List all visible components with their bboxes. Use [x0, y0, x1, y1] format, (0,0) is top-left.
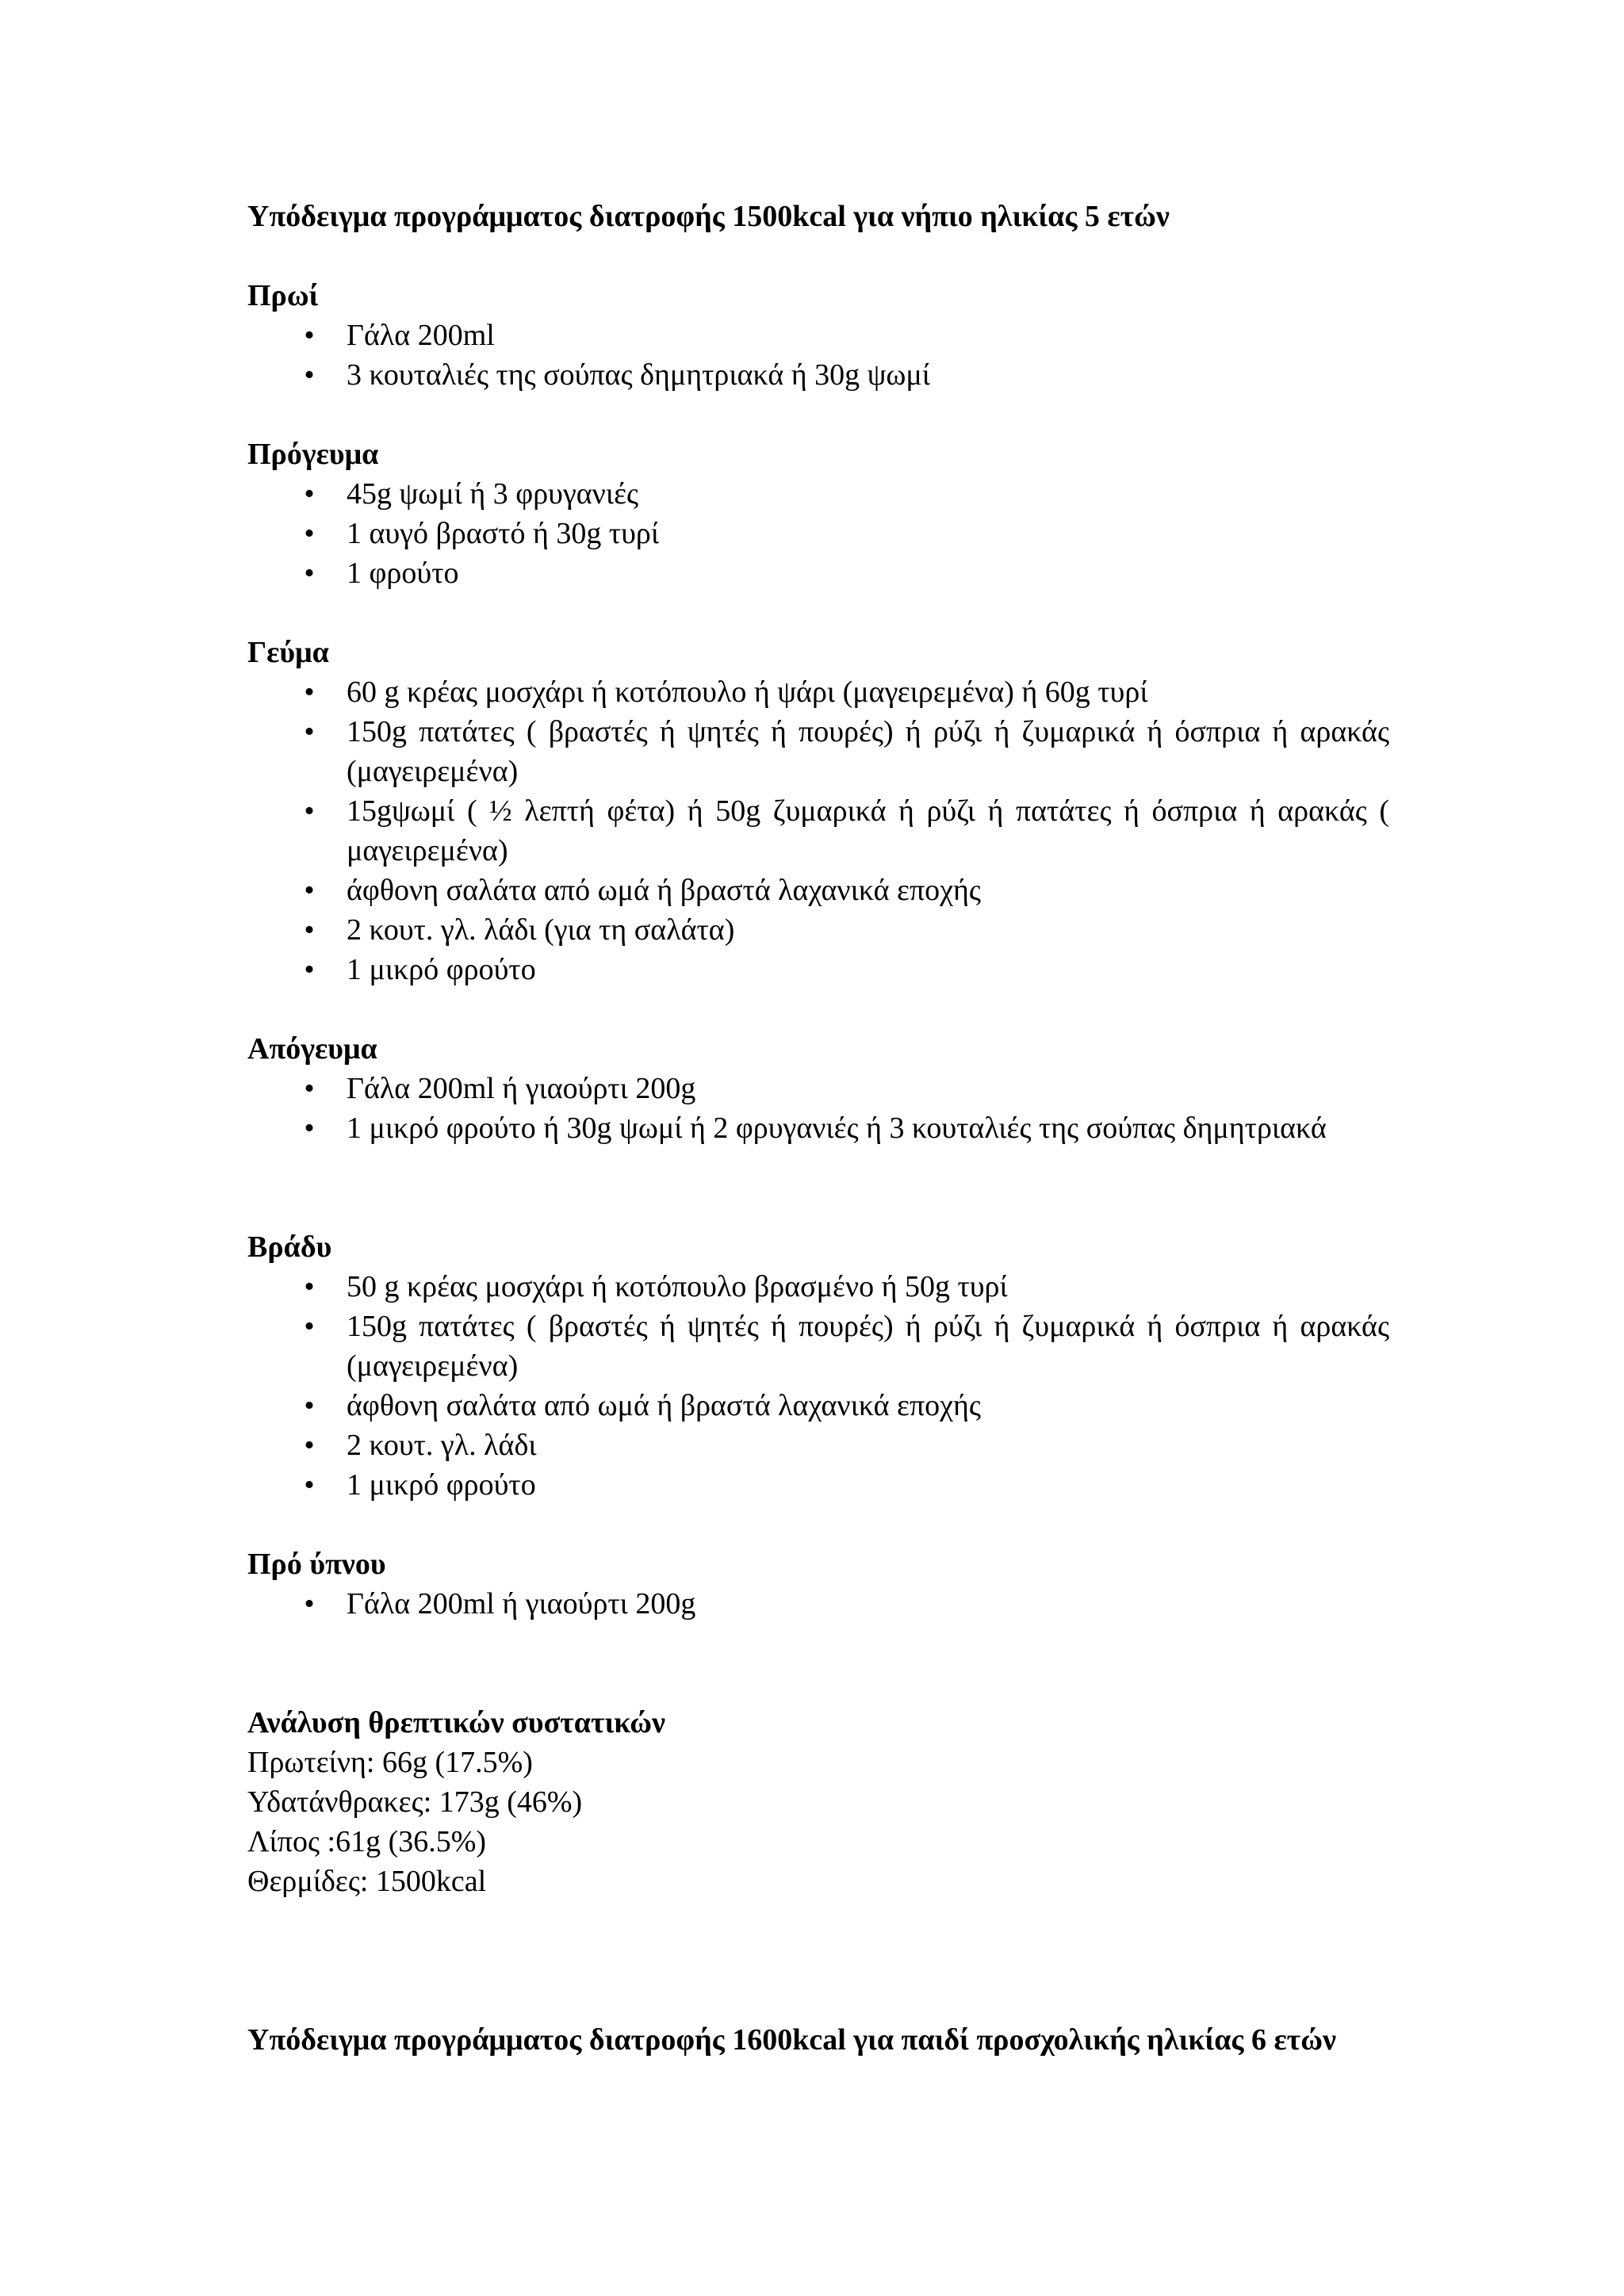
list-item: • άφθονη σαλάτα από ωμά ή βραστά λαχανικά εποχής [247, 871, 1389, 910]
list-item: • 3 κουταλιές της σούπας δημητριακά ή 30g ψωμί [247, 355, 1389, 395]
list-item: • 60 g κρέας μοσχάρι ή κοτόπουλο ή ψάρι (μαγειρεμένα) ή 60g τυρί [247, 672, 1389, 712]
bullet-icon: • [304, 953, 315, 986]
list-item: • 150g πατάτες ( βραστές ή ψητές ή πουρές) ή ρύζι ή ζυμαρικά ή όσπρια ή αρακάς (μαγειρεμένα) [247, 1307, 1389, 1386]
bullet-icon: • [304, 319, 315, 352]
dinner-list [247, 1267, 1389, 1505]
list-item: • 50 g κρέας μοσχάρι ή κοτόπουλο βρασμένο ή 50g τυρί [247, 1267, 1389, 1307]
bullet-icon: • [304, 517, 315, 550]
bullet-icon: • [304, 1310, 315, 1343]
section-heading-snack: Πρόγευμα [247, 438, 379, 471]
bullet-icon: • [304, 557, 315, 590]
bullet-icon: • [304, 358, 315, 392]
bullet-icon: • [304, 874, 315, 907]
bullet-icon: • [304, 1429, 315, 1462]
bullet-icon: • [304, 1270, 315, 1303]
nutrient-protein: Πρωτείνη: 66g (17.5%) [247, 1746, 533, 1779]
list-item: • 2 κουτ. γλ. λάδι [247, 1425, 1389, 1465]
list-item: • 15gψωμί ( ½ λεπτή φέτα) ή 50g ζυμαρικά ή ρύζι ή πατάτες ή όσπρια ή αρακάς ( μαγειρεμένα) [247, 791, 1389, 871]
bullet-icon: • [304, 794, 315, 828]
nutrients-heading: Ανάλυση θρεπτικών συστατικών [247, 1706, 666, 1739]
section-heading-lunch: Γεύμα [247, 636, 329, 669]
list-item: • Γάλα 200ml [247, 316, 1389, 355]
section-heading-morning: Πρωί [247, 279, 319, 312]
morning-list [247, 316, 1389, 395]
bullet-icon: • [304, 1468, 315, 1502]
nutrient-fat: Λίπος :61g (36.5%) [247, 1825, 487, 1858]
bullet-icon: • [304, 1587, 315, 1621]
section-heading-dinner: Βράδυ [247, 1230, 332, 1264]
snack-list [247, 474, 1389, 593]
bullet-icon: • [304, 675, 315, 709]
list-item: • 1 μικρό φρούτο [247, 1465, 1389, 1505]
document-title: Υπόδειγμα προγράμματος διατροφής 1500kcal για νήπιο ηλικίας 5 ετών [247, 200, 1170, 233]
nutrient-calories: Θερμίδες: 1500kcal [247, 1865, 487, 1898]
bullet-icon: • [304, 477, 315, 511]
list-item: • 150g πατάτες ( βραστές ή ψητές ή πουρές) ή ρύζι ή ζυμαρικά ή όσπρια ή αρακάς (μαγειρεμένα) [247, 712, 1389, 791]
bullet-icon: • [304, 1389, 315, 1422]
bullet-icon: • [304, 1072, 315, 1105]
section-heading-bedtime: Πρό ύπνου [247, 1548, 386, 1581]
bullet-icon: • [304, 1112, 315, 1145]
list-item: • 1 μικρό φρούτο ή 30g ψωμί ή 2 φρυγανιές ή 3 κουταλιές της σούπας δημητριακά [247, 1108, 1389, 1148]
list-item: • Γάλα 200ml ή γιαούρτι 200g [247, 1069, 1389, 1108]
section-heading-afternoon: Απόγευμα [247, 1032, 377, 1066]
list-item: • 1 φρούτο [247, 553, 1389, 593]
lunch-list [247, 672, 1389, 989]
afternoon-list [247, 1069, 1389, 1148]
list-item: • άφθονη σαλάτα από ωμά ή βραστά λαχανικά εποχής [247, 1386, 1389, 1425]
bullet-icon: • [304, 715, 315, 748]
list-item: • 45g ψωμί ή 3 φρυγανιές [247, 474, 1389, 514]
list-item: • 1 μικρό φρούτο [247, 950, 1389, 989]
next-section-title: Υπόδειγμα προγράμματος διατροφής 1600kcal για παιδί προσχολικής ηλικίας 6 ετών [247, 2023, 1336, 2057]
list-item: • 2 κουτ. γλ. λάδι (για τη σαλάτα) [247, 910, 1389, 950]
bullet-icon: • [304, 913, 315, 947]
list-item: • Γάλα 200ml ή γιαούρτι 200g [247, 1584, 1389, 1624]
nutrient-carbs: Υδατάνθρακες: 173g (46%) [247, 1785, 583, 1819]
bedtime-list [247, 1584, 1389, 1624]
list-item: • 1 αυγό βραστό ή 30g τυρί [247, 514, 1389, 553]
document-page [247, 197, 1389, 2060]
